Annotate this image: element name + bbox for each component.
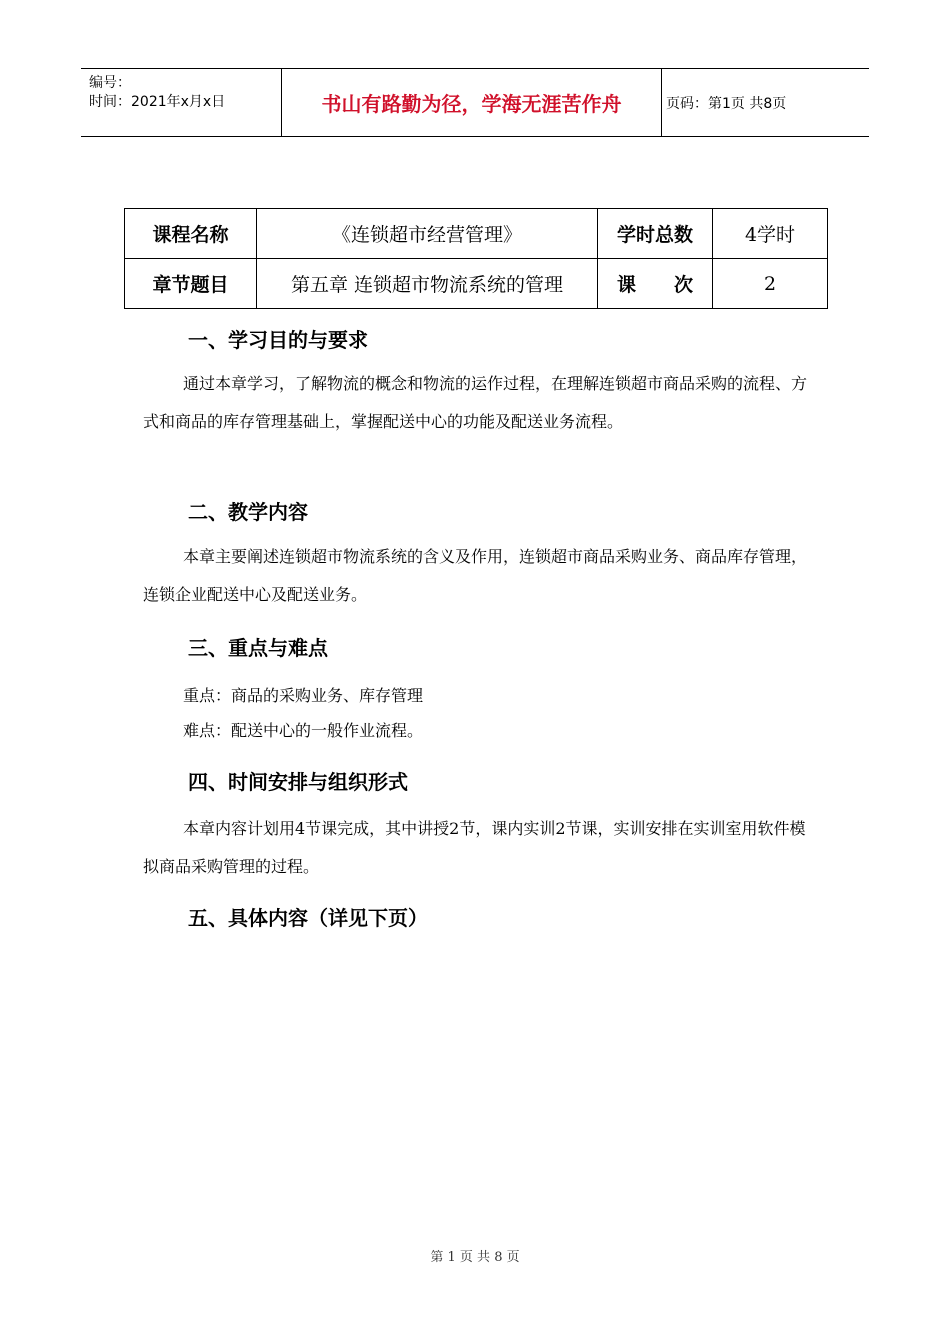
- section-3-title: 三、重点与难点: [188, 636, 328, 660]
- table-row: [125, 209, 828, 259]
- lesson-label: 课 次: [598, 259, 713, 309]
- chapter-label: 章节题目: [125, 259, 257, 309]
- section-3-key-point: 重点：商品的采购业务、库存管理: [183, 686, 424, 705]
- chapter-value: 第五章 连锁超市物流系统的管理: [257, 259, 598, 309]
- header-meta: [81, 69, 282, 136]
- date-label: 时间：2021年x月x日: [89, 94, 226, 110]
- total-hours-value: 4学时: [713, 209, 828, 259]
- section-2-title: 二、教学内容: [188, 500, 308, 524]
- header-motto: 书山有路勤为径，学海无涯苦作舟: [282, 69, 662, 136]
- course-info-table: [124, 208, 828, 309]
- course-name-value: 《连锁超市经营管理》: [257, 209, 598, 259]
- section-1-body: 通过本章学习，了解物流的概念和物流的运作过程，在理解连锁超市商品采购的流程、方式和商品的库存管理基础上，掌握配送中心的功能及配送业务流程。: [143, 374, 808, 431]
- page-header: [81, 68, 869, 137]
- total-hours-label: 学时总数: [598, 209, 713, 259]
- course-name-label: 课程名称: [125, 209, 257, 259]
- section-4-title: 四、时间安排与组织形式: [188, 770, 408, 794]
- page-footer: 第 1 页 共 8 页: [430, 1250, 520, 1265]
- header-page-code: 页码：第1页 共8页: [666, 95, 787, 112]
- lesson-value: 2: [713, 259, 828, 309]
- section-4-body: 本章内容计划用4节课完成，其中讲授2节，课内实训2节课，实训安排在实训室用软件模拟商品采购管理的过程。: [143, 819, 806, 876]
- section-3-difficult-point: 难点：配送中心的一般作业流程。: [183, 721, 424, 740]
- table-row: [125, 259, 828, 309]
- serial-label: 编号：: [89, 75, 131, 91]
- section-5-title: 五、具体内容（详见下页）: [188, 906, 428, 930]
- section-2-body: 本章主要阐述连锁超市物流系统的含义及作用，连锁超市商品采购业务、商品库存管理，连锁企业配送中心及配送业务。: [143, 547, 808, 604]
- section-1-title: 一、学习目的与要求: [188, 328, 368, 352]
